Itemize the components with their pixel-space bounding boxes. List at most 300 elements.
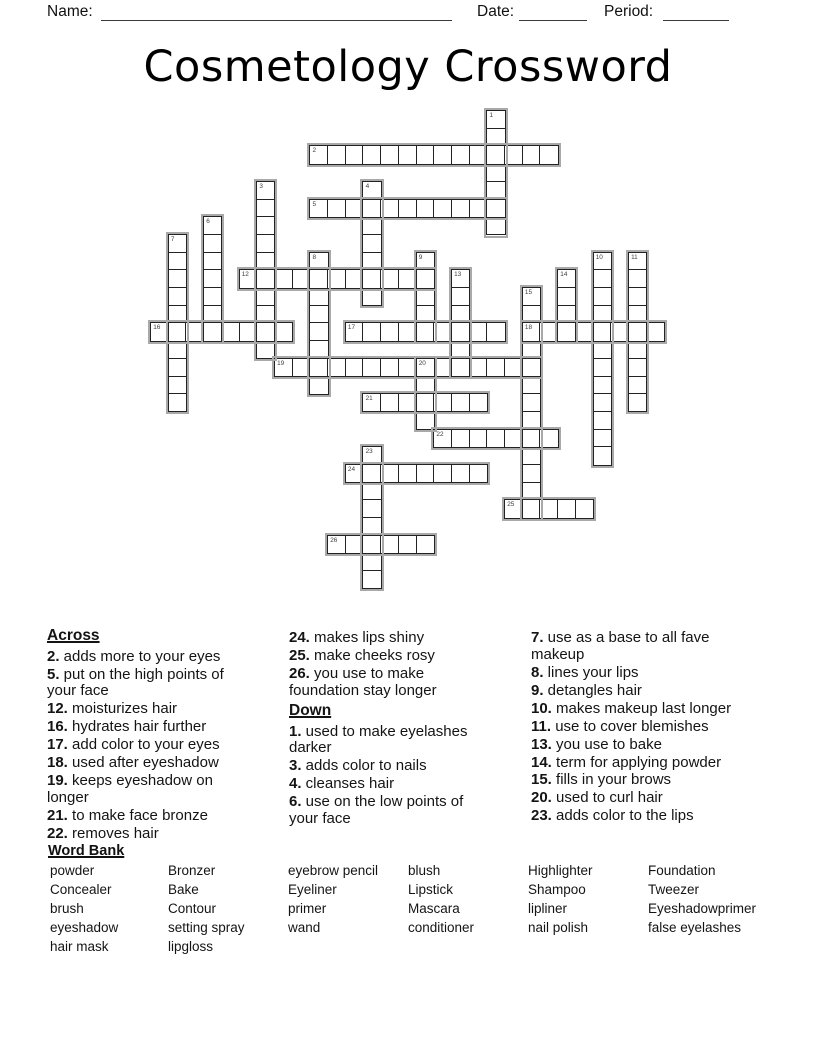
grid-cell xyxy=(256,287,275,306)
clue-number: 25. xyxy=(289,646,310,664)
word-bank-item: nail polish xyxy=(528,920,589,935)
grid-cell xyxy=(486,429,505,448)
word-bank-item: Mascara xyxy=(408,901,460,916)
grid-cell xyxy=(362,252,381,271)
clue-text: moisturizes hair xyxy=(67,700,178,718)
word-bank-item: lipliner xyxy=(528,901,568,916)
word-bank-item: Bronzer xyxy=(168,863,216,878)
grid-cell xyxy=(362,464,381,483)
grid-cell xyxy=(203,234,222,253)
clue-number: 2. xyxy=(47,647,60,665)
clue-text: to make face bronze xyxy=(67,806,208,824)
grid-cell xyxy=(380,322,399,341)
clue-item xyxy=(47,826,247,843)
grid-cell xyxy=(610,322,629,341)
grid-cell xyxy=(398,535,417,554)
grid-cell xyxy=(327,358,346,377)
clue-number: 6. xyxy=(289,793,302,811)
grid-cell xyxy=(557,287,576,306)
grid-cell xyxy=(345,535,364,554)
clue-text: put on the high points of your face xyxy=(47,665,224,700)
word-bank-item: Foundation xyxy=(648,863,716,878)
grid-cell xyxy=(628,358,647,377)
date-label: Date: xyxy=(477,3,515,20)
clue-item xyxy=(531,755,763,772)
grid-cell xyxy=(469,429,488,448)
clue-text: adds more to your eyes xyxy=(59,647,221,665)
grid-cell xyxy=(327,145,346,164)
grid-cell-number: 4 xyxy=(365,182,370,190)
grid-cell-number: 14 xyxy=(560,271,568,279)
grid-cell xyxy=(416,287,435,306)
grid-cell xyxy=(522,376,541,395)
grid-cell xyxy=(593,322,612,341)
grid-cell xyxy=(168,305,187,324)
grid-cell xyxy=(416,393,435,412)
grid-cell xyxy=(451,145,470,164)
grid-cell xyxy=(469,145,488,164)
word-bank-item: Highlighter xyxy=(528,863,593,878)
grid-cell xyxy=(380,358,399,377)
grid-cell xyxy=(416,322,435,341)
grid-cell xyxy=(522,499,541,518)
grid-cell xyxy=(362,322,381,341)
clue-number: 4. xyxy=(289,775,302,793)
grid-cell xyxy=(398,358,417,377)
grid-cell-number: 23 xyxy=(365,448,373,456)
grid-cell xyxy=(522,411,541,430)
grid-cell xyxy=(539,499,558,518)
grid-cell xyxy=(309,287,328,306)
grid-cell xyxy=(292,358,311,377)
grid-cell xyxy=(309,322,328,341)
grid-cell-number: 11 xyxy=(631,253,638,261)
grid-cell xyxy=(256,234,275,253)
word-bank-item: Tweezer xyxy=(648,882,700,897)
grid-cell xyxy=(256,216,275,235)
grid-cell xyxy=(362,482,381,501)
clue-item xyxy=(289,630,489,647)
grid-cell xyxy=(539,322,558,341)
clue-item xyxy=(289,758,489,775)
grid-cell xyxy=(380,393,399,412)
grid-cell xyxy=(575,322,594,341)
grid-cell xyxy=(416,376,435,395)
grid-cell xyxy=(522,429,541,448)
clue-column-3 xyxy=(531,630,763,826)
grid-cell xyxy=(239,322,258,341)
clue-item xyxy=(289,794,489,827)
grid-cell xyxy=(362,553,381,572)
grid-cell xyxy=(486,322,505,341)
word-bank-item: setting spray xyxy=(168,920,245,935)
clue-text: keeps eyeshadow on longer xyxy=(47,772,213,806)
grid-cell-number: 26 xyxy=(330,536,338,544)
grid-cell xyxy=(362,535,381,554)
grid-cell-number: 12 xyxy=(241,271,249,279)
grid-cell xyxy=(168,252,187,271)
word-bank-column-2 xyxy=(168,861,245,956)
grid-cell xyxy=(362,216,381,235)
grid-cell xyxy=(203,252,222,271)
word-bank-item: powder xyxy=(50,863,95,878)
grid-cell xyxy=(433,199,452,218)
grid-cell xyxy=(416,464,435,483)
grid-cell xyxy=(469,358,488,377)
grid-cell xyxy=(398,199,417,218)
grid-cell xyxy=(504,358,523,377)
clue-item xyxy=(47,719,247,736)
grid-cell xyxy=(593,340,612,359)
grid-cell xyxy=(256,269,275,288)
clue-item xyxy=(47,701,247,718)
clue-text: used to make eyelashes darker xyxy=(289,722,468,757)
grid-cell xyxy=(168,358,187,377)
grid-cell xyxy=(469,199,488,218)
grid-cell-number: 22 xyxy=(436,430,444,438)
word-bank-item: Eyeshadowprimer xyxy=(648,901,757,916)
clue-text: removes hair xyxy=(67,824,159,842)
grid-cell xyxy=(451,322,470,341)
grid-cell xyxy=(433,464,452,483)
grid-cell xyxy=(380,464,399,483)
clue-text: hydrates hair further xyxy=(67,718,207,736)
grid-cell xyxy=(451,358,470,377)
grid-cell xyxy=(451,199,470,218)
grid-cell xyxy=(256,322,275,341)
grid-cell xyxy=(451,464,470,483)
grid-cell xyxy=(345,358,364,377)
grid-cell xyxy=(593,358,612,377)
grid-cell xyxy=(221,322,240,341)
grid-cell xyxy=(380,199,399,218)
grid-cell xyxy=(309,358,328,377)
grid-cell xyxy=(398,322,417,341)
grid-cell-number: 19 xyxy=(277,359,285,367)
grid-cell xyxy=(185,322,204,341)
word-bank-item: Contour xyxy=(168,901,217,916)
grid-cell xyxy=(557,322,576,341)
word-bank-item: blush xyxy=(408,863,441,878)
clue-number: 26. xyxy=(289,664,310,682)
grid-cell xyxy=(380,535,399,554)
grid-cell xyxy=(486,181,505,200)
clue-text: used to curl hair xyxy=(551,789,663,807)
clue-item xyxy=(47,649,247,666)
grid-cell xyxy=(168,269,187,288)
clue-number: 12. xyxy=(47,700,68,718)
clue-number: 13. xyxy=(531,735,552,753)
grid-cell xyxy=(433,322,452,341)
grid-cell xyxy=(522,305,541,324)
grid-cell-number: 16 xyxy=(153,324,161,332)
grid-cell xyxy=(168,340,187,359)
grid-cell xyxy=(593,287,612,306)
word-bank-item: brush xyxy=(50,901,84,916)
clue-item xyxy=(289,648,489,665)
clue-number: 17. xyxy=(47,736,68,754)
grid-cell xyxy=(628,305,647,324)
word-bank-column-5 xyxy=(528,861,593,937)
period-label: Period: xyxy=(604,3,654,20)
grid-cell-number: 9 xyxy=(418,253,423,261)
clue-number: 14. xyxy=(531,753,552,771)
grid-cell xyxy=(593,393,612,412)
grid-cell xyxy=(345,199,364,218)
clue-item xyxy=(531,719,763,736)
grid-cell xyxy=(469,464,488,483)
grid-cell xyxy=(362,269,381,288)
clue-number: 9. xyxy=(531,681,544,699)
word-bank-item: eyeshadow xyxy=(50,920,119,935)
grid-cell xyxy=(362,499,381,518)
word-bank-item: false eyelashes xyxy=(648,920,742,935)
grid-cell xyxy=(522,358,541,377)
clue-item xyxy=(289,724,489,757)
grid-cell-number: 1 xyxy=(489,112,494,119)
clue-text: cleanses hair xyxy=(301,775,395,793)
grid-cell xyxy=(539,145,558,164)
grid-cell xyxy=(593,411,612,430)
clue-column-1 xyxy=(47,628,247,844)
grid-cell xyxy=(362,199,381,218)
word-bank-column-1 xyxy=(50,861,118,956)
grid-cell xyxy=(362,570,381,589)
grid-cell xyxy=(451,429,470,448)
grid-cell xyxy=(486,128,505,147)
grid-cell xyxy=(504,145,523,164)
name-label: Name: xyxy=(47,3,93,20)
grid-cell xyxy=(575,499,594,518)
grid-cell xyxy=(168,376,187,395)
grid-cell-number: 24 xyxy=(347,466,355,473)
clue-number: 16. xyxy=(47,718,68,736)
clue-item xyxy=(531,701,763,718)
grid-cell xyxy=(398,145,417,164)
clue-item xyxy=(47,808,247,825)
clue-text: use as a base to all fave makeup xyxy=(531,629,710,663)
grid-cell-number: 17 xyxy=(347,324,355,332)
clue-item xyxy=(531,683,763,700)
grid-cell xyxy=(416,535,435,554)
grid-cell xyxy=(416,411,435,430)
grid-cell xyxy=(345,269,364,288)
grid-cell xyxy=(451,340,470,359)
grid-cell-number: 8 xyxy=(312,253,317,261)
grid-cell-number: 5 xyxy=(312,200,317,208)
clue-item xyxy=(531,665,763,682)
grid-cell xyxy=(593,446,612,465)
grid-cell-number: 3 xyxy=(259,182,263,190)
word-bank-item: Eyeliner xyxy=(288,882,337,897)
grid-cell xyxy=(416,305,435,324)
clue-column-2 xyxy=(289,630,489,829)
grid-cell xyxy=(486,199,505,218)
clue-number: 15. xyxy=(531,771,552,789)
word-bank-item: hair mask xyxy=(50,939,109,954)
grid-cell xyxy=(522,145,541,164)
grid-cell xyxy=(433,393,452,412)
clue-text: lines your lips xyxy=(543,663,639,681)
grid-cell xyxy=(203,305,222,324)
grid-cell-number: 6 xyxy=(206,218,210,226)
grid-cell xyxy=(433,145,452,164)
clue-number: 8. xyxy=(531,663,544,681)
grid-cell xyxy=(256,340,275,359)
grid-cell xyxy=(628,322,647,341)
grid-cell xyxy=(203,269,222,288)
grid-cell xyxy=(486,358,505,377)
grid-cell xyxy=(416,199,435,218)
clue-number: 7. xyxy=(531,629,544,646)
grid-cell xyxy=(416,269,435,288)
word-bank-item: Concealer xyxy=(50,882,112,897)
word-bank-column-6 xyxy=(648,861,756,937)
grid-cell xyxy=(362,358,381,377)
grid-cell xyxy=(345,145,364,164)
clue-item xyxy=(531,808,763,825)
grid-cell xyxy=(593,305,612,324)
clue-text: used after eyeshadow xyxy=(67,754,219,772)
grid-cell xyxy=(416,145,435,164)
clue-number: 23. xyxy=(531,807,552,825)
grid-cell xyxy=(628,340,647,359)
across-header: Across xyxy=(47,627,100,644)
word-bank-item: Shampoo xyxy=(528,882,586,897)
grid-cell xyxy=(203,287,222,306)
grid-cell xyxy=(256,305,275,324)
grid-cell xyxy=(469,322,488,341)
grid-cell xyxy=(380,269,399,288)
clue-number: 10. xyxy=(531,699,552,717)
clue-number: 22. xyxy=(47,824,68,842)
clue-text: adds color to the lips xyxy=(551,807,694,825)
clue-text: makes makeup last longer xyxy=(551,699,732,717)
grid-cell xyxy=(451,287,470,306)
grid-cell xyxy=(274,322,293,341)
clue-text: add color to your eyes xyxy=(67,736,220,754)
grid-cell xyxy=(362,145,381,164)
grid-cell-number: 15 xyxy=(524,289,532,296)
word-bank-column-3 xyxy=(288,861,378,937)
grid-cell-number: 2 xyxy=(312,147,317,155)
grid-cell xyxy=(362,517,381,536)
clue-text: adds color to nails xyxy=(301,757,427,775)
grid-cell xyxy=(362,287,381,306)
clue-item xyxy=(531,630,763,663)
clue-number: 24. xyxy=(289,629,310,646)
grid-cell xyxy=(309,376,328,395)
clue-number: 1. xyxy=(289,722,302,740)
grid-cell xyxy=(522,464,541,483)
grid-cell xyxy=(486,163,505,182)
grid-cell-number: 21 xyxy=(365,395,373,403)
clue-text: term for applying powder xyxy=(551,753,722,771)
grid-cell xyxy=(539,429,558,448)
grid-cell-number: 7 xyxy=(170,235,175,243)
grid-cell xyxy=(628,376,647,395)
down-header: Down xyxy=(289,702,332,720)
grid-cell-number: 25 xyxy=(507,501,515,509)
word-bank-item: lipgloss xyxy=(168,939,214,954)
clue-item xyxy=(47,667,247,700)
grid-cell xyxy=(522,446,541,465)
grid-cell xyxy=(256,199,275,218)
word-bank-item: Bake xyxy=(168,882,199,897)
clue-item xyxy=(531,772,763,789)
grid-cell xyxy=(469,393,488,412)
clue-number: 21. xyxy=(47,806,68,824)
grid-cell xyxy=(628,287,647,306)
grid-cell xyxy=(168,287,187,306)
clue-text: make cheeks rosy xyxy=(309,646,435,664)
clue-text: you use to make foundation stay longer xyxy=(289,664,437,699)
grid-cell xyxy=(557,305,576,324)
grid-cell xyxy=(593,429,612,448)
grid-cell xyxy=(486,145,505,164)
clue-number: 19. xyxy=(47,772,68,790)
clue-number: 20. xyxy=(531,789,552,807)
word-bank-item: eyebrow pencil xyxy=(288,863,379,878)
grid-cell xyxy=(433,358,452,377)
clue-item xyxy=(47,737,247,754)
grid-cell xyxy=(451,305,470,324)
clue-item xyxy=(531,737,763,754)
grid-cell-number: 20 xyxy=(418,359,426,367)
grid-cell xyxy=(309,269,328,288)
word-bank-column-4 xyxy=(408,861,474,937)
word-bank-item: primer xyxy=(288,901,327,916)
grid-cell xyxy=(327,269,346,288)
grid-cell xyxy=(557,499,576,518)
grid-cell xyxy=(451,393,470,412)
word-bank-item: Lipstick xyxy=(408,882,454,897)
grid-cell xyxy=(504,429,523,448)
page-title: Cosmetology Crossword xyxy=(143,42,673,92)
clue-text: you use to bake xyxy=(551,735,662,753)
clue-item xyxy=(289,776,489,793)
grid-cell xyxy=(628,393,647,412)
clue-number: 11. xyxy=(531,717,552,735)
grid-cell xyxy=(593,376,612,395)
clue-text: fills in your brows xyxy=(551,771,672,789)
grid-cell-number: 10 xyxy=(595,253,603,261)
clue-number: 3. xyxy=(289,757,302,775)
grid-cell xyxy=(380,145,399,164)
grid-cell-number: 13 xyxy=(454,271,462,279)
clue-item xyxy=(531,790,763,807)
grid-cell xyxy=(593,269,612,288)
clue-item xyxy=(47,755,247,772)
grid-cell xyxy=(398,393,417,412)
clue-text: detangles hair xyxy=(543,681,642,699)
grid-cell xyxy=(168,322,187,341)
grid-cell xyxy=(646,322,665,341)
clue-text: use to cover blemishes xyxy=(551,717,709,735)
grid-cell xyxy=(292,269,311,288)
grid-cell xyxy=(309,305,328,324)
grid-cell xyxy=(168,393,187,412)
grid-cell xyxy=(309,340,328,359)
grid-cell xyxy=(398,269,417,288)
clue-text: use on the low points of your face xyxy=(289,793,464,827)
grid-cell xyxy=(327,199,346,218)
grid-cell xyxy=(362,234,381,253)
clue-number: 18. xyxy=(47,754,68,772)
clue-item xyxy=(289,666,489,699)
grid-cell xyxy=(628,269,647,288)
word-bank-item: conditioner xyxy=(408,920,475,935)
